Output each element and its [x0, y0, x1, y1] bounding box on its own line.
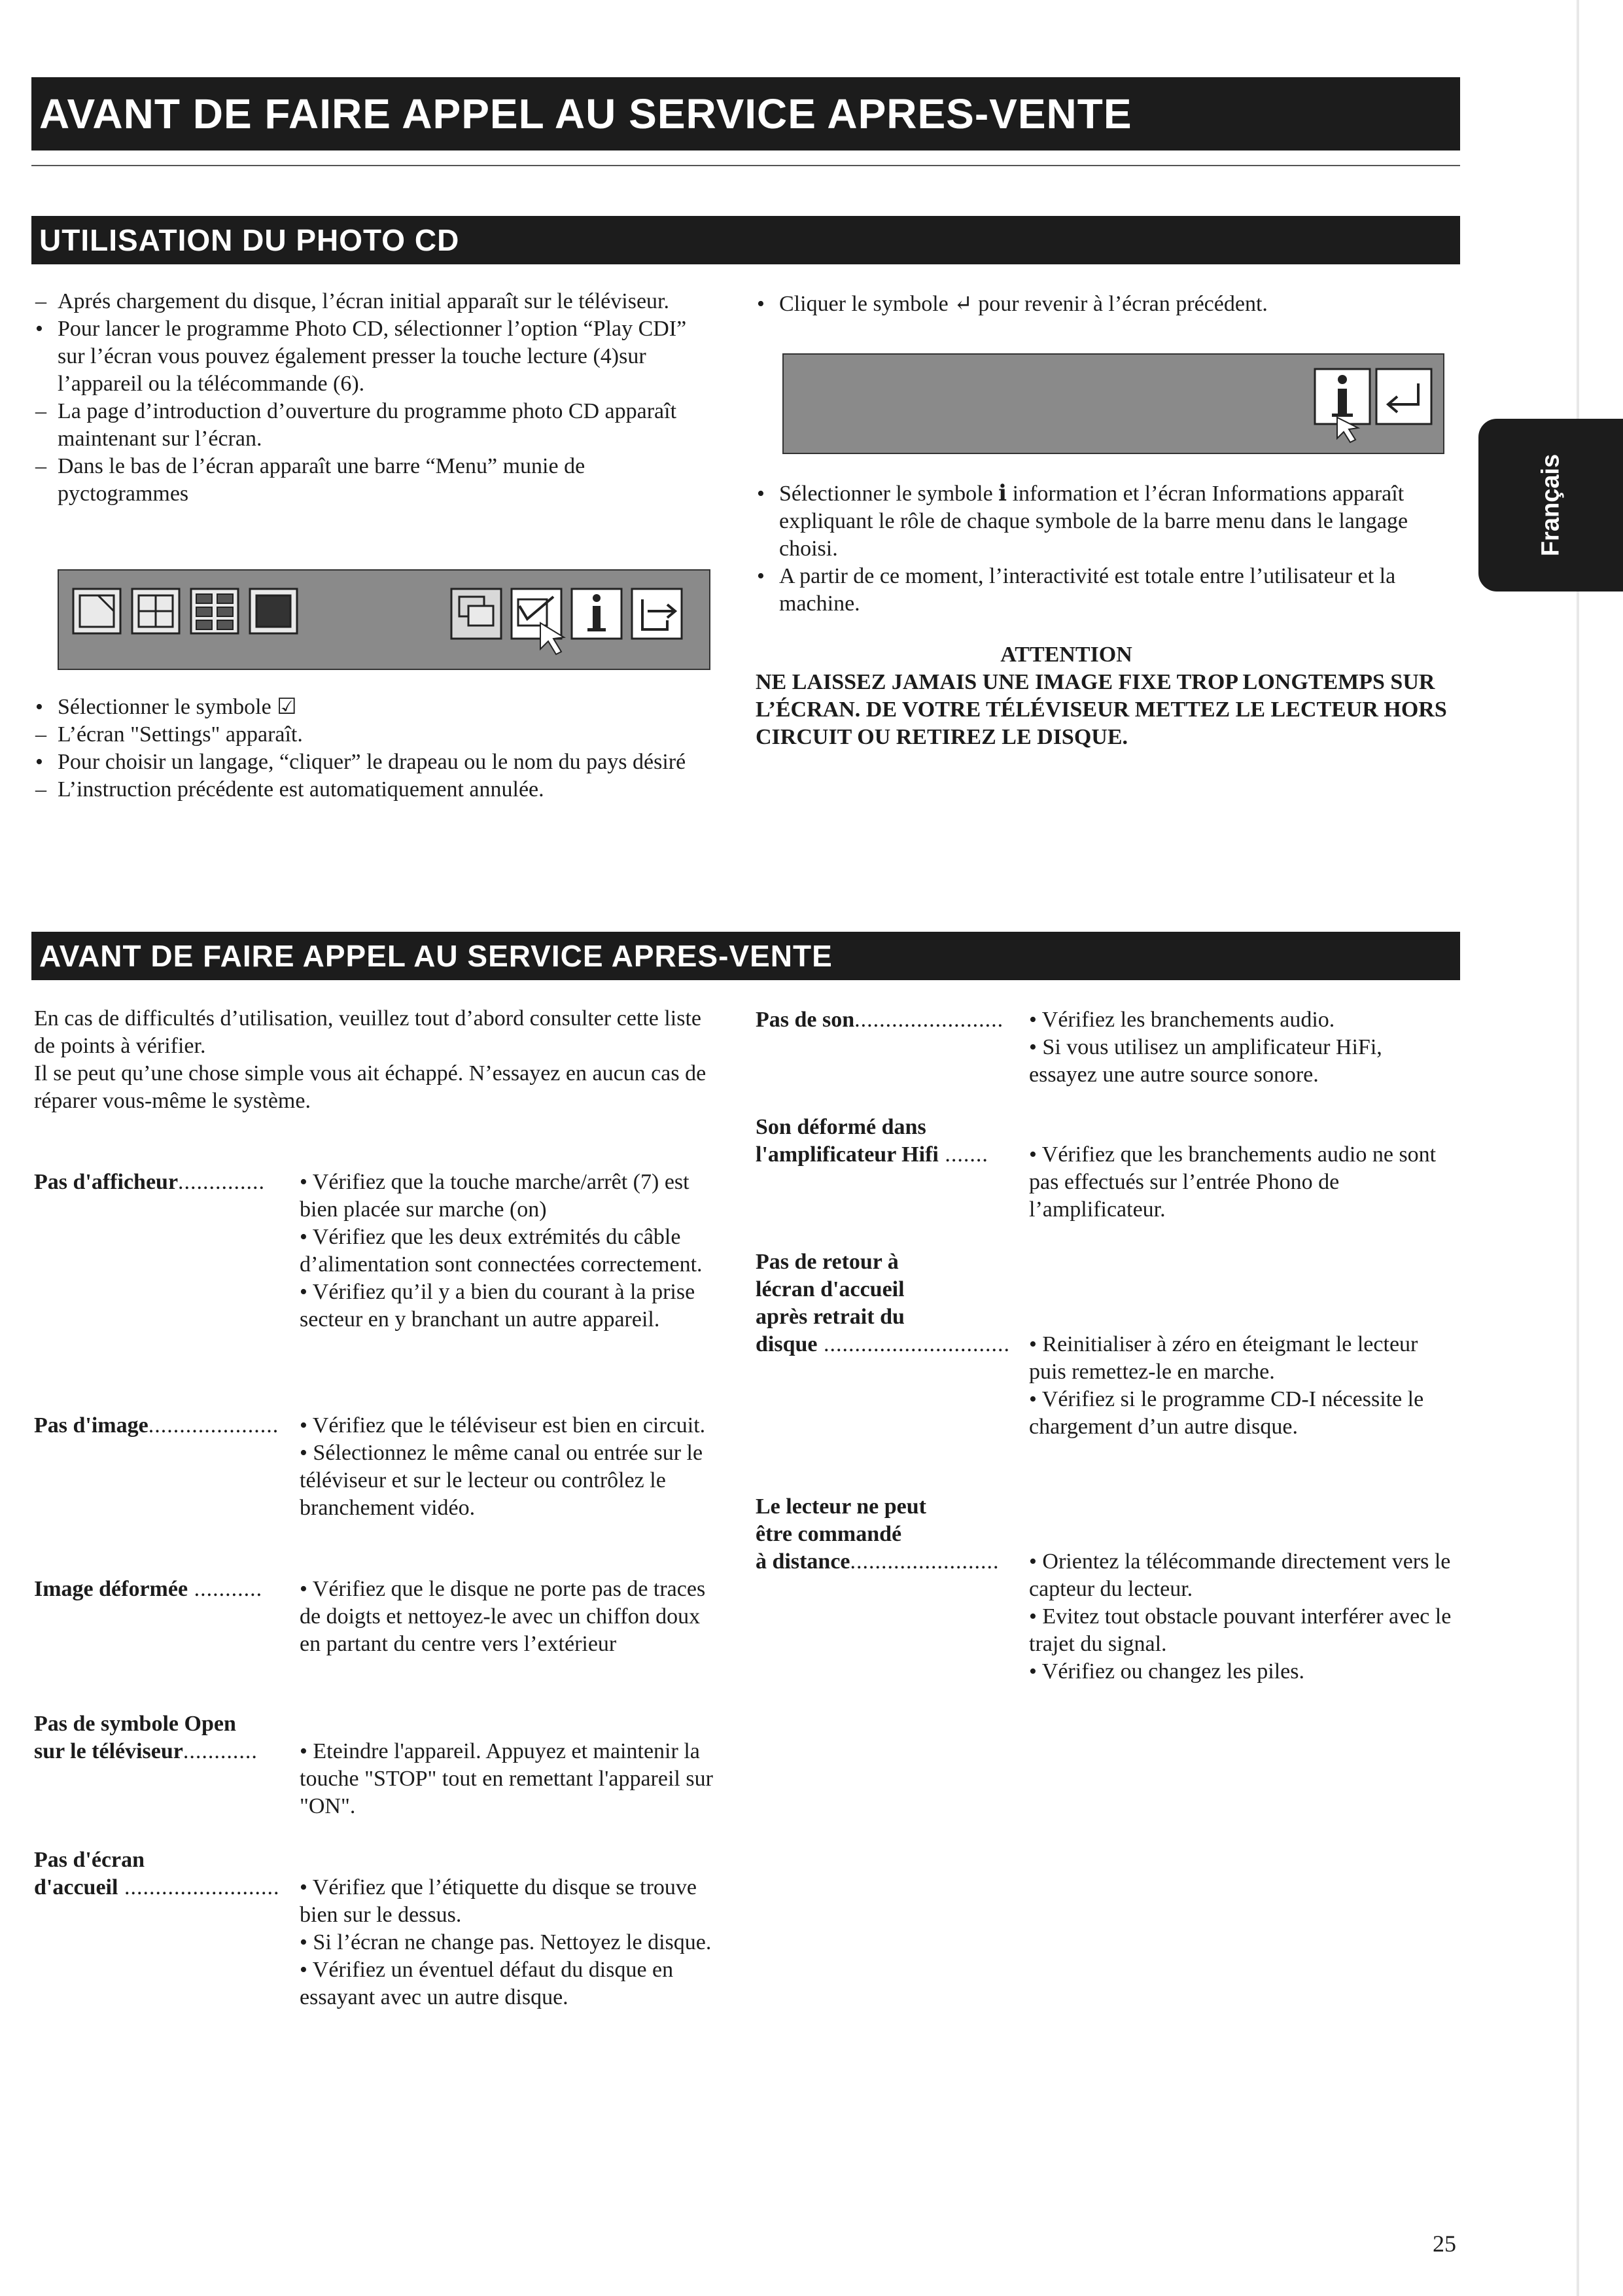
header-rule	[31, 165, 1460, 166]
attention-box	[756, 641, 1456, 751]
trouble-entry-no-display	[34, 1169, 714, 1391]
attention-text: NE LAISSEZ JAMAIS UNE IMAGE FIXE TROP LONGTEMPS SUR L’ÉCRAN. DE VOTRE TÉLÉVISEUR METTEZ LE LECTEUR HORS CIRCUIT OU RETIREZ LE DISQUE.	[756, 670, 1447, 749]
list-item: – Dans le bas de l’écran apparaît une barre “Menu” munie de pyctogrammes	[35, 454, 585, 506]
trouble-entry-remote-control	[756, 1493, 1462, 1716]
list-item: • Cliquer le symbole ↵ pour revenir à l’écran précédent.	[757, 292, 1268, 316]
photo-cd-left-list-after	[34, 694, 708, 804]
trouble-label: Pas de retour à lécran d'accueil après retrait du disque ..............................	[756, 1250, 1010, 1356]
trouble-remedy: • Orientez la télécommande directement vers le capteur du lecteur. • Evitez tout obstacle pouvant interférer avec le trajet du signal. • Vérifiez ou changez les piles.	[1029, 1549, 1452, 1684]
trouble-label: Image déformée ...........	[34, 1577, 263, 1601]
page-header-title: AVANT DE FAIRE APPEL AU SERVICE APRES-VENTE	[31, 77, 1460, 150]
settings-check-icon	[512, 589, 564, 654]
menu-bar-icons	[59, 571, 709, 669]
trouble-label: Pas de son........................	[756, 1008, 1004, 1032]
trouble-remedy: • Vérifiez les branchements audio. • Si vous utilisez un amplificateur HiFi, essayez une autre source sonore.	[1029, 1008, 1382, 1087]
trouble-remedy: • Eteindre l'appareil. Appuyez et maintenir la touche "STOP" tout en remettant l'appareil sur "ON".	[300, 1739, 713, 1818]
trouble-entry-no-return-home	[756, 1248, 1462, 1471]
trouble-remedy: • Vérifiez que la touche marche/arrêt (7) est bien placée sur marche (on) • Vérifiez que les deux extrémités du câble d’alimentation sont connectées correctement. • Vérifiez qu’il y a bien du courant à la prise secteur en y branchant un autre appareil.	[300, 1170, 703, 1332]
trouble-entry-no-home-screen	[34, 1846, 714, 2069]
exit-arrow-icon	[632, 589, 682, 639]
list-item: • Sélectionner le symbole ℹ information et l’écran Informations apparaît expliquant le rôle de chaque symbole de la barre menu dans le langage choisi.	[757, 482, 1408, 561]
service-section-title: AVANT DE FAIRE APPEL AU SERVICE APRES-VENTE	[31, 932, 1460, 980]
trouble-entry-deformed-image	[34, 1576, 714, 1693]
trouble-label: Le lecteur ne peut être commandé à distance........................	[756, 1494, 1000, 1574]
list-item: • Pour lancer le programme Photo CD, sélectionner l’option “Play CDI” sur l’écran vous pouvez également presser la touche lecture (4)sur l’appareil ou la télécommande (6).	[35, 317, 687, 396]
trouble-remedy: • Vérifiez que le téléviseur est bien en circuit. • Sélectionnez le même canal ou entrée sur le téléviseur et sur le lecteur ou contrôlez le branchement vidéo.	[300, 1413, 706, 1520]
list-item: – La page d’introduction d’ouverture du programme photo CD apparaît maintenant sur l’écran.	[35, 399, 677, 451]
photo-cd-right-list	[756, 480, 1462, 618]
photo-cd-menu-bar	[58, 569, 710, 670]
language-tab	[1478, 419, 1623, 592]
trouble-remedy: • Vérifiez que le disque ne porte pas de traces de doigts et nettoyez-le avec un chiffon doux en partant du centre vers l’extérieur	[300, 1577, 706, 1656]
service-intro	[34, 1005, 714, 1115]
intro-paragraph: Il se peut qu’une chose simple vous ait échappé. N’essayez en aucun cas de réparer vous-même le système.	[34, 1061, 707, 1113]
info-icon	[1315, 369, 1370, 442]
layout-full-icon	[256, 595, 290, 627]
gallery-icon	[451, 589, 501, 639]
info-icon	[572, 589, 621, 639]
trouble-label: Pas d'afficheur..............	[34, 1170, 266, 1194]
photo-cd-right-top	[756, 291, 1462, 318]
page-edge	[1577, 0, 1579, 2296]
attention-title: ATTENTION	[1000, 643, 1132, 667]
trouble-remedy: • Reinitialiser à zéro en éteigmant le lecteur puis remettez-le en marche. • Vérifiez si le programme CD-I nécessite le chargement d’un autre disque.	[1029, 1332, 1424, 1439]
list-item: • A partir de ce moment, l’interactivité est totale entre l’utilisateur et la machine.	[757, 564, 1396, 616]
trouble-label: Pas de symbole Open sur le téléviseur............	[34, 1712, 258, 1763]
trouble-entry-no-image	[34, 1412, 714, 1556]
trouble-remedy: • Vérifiez que les branchements audio ne sont pas effectués sur l’entrée Phono de l’amplificateur.	[1029, 1142, 1437, 1222]
trouble-entry-no-sound	[756, 1006, 1462, 1091]
list-item: – L’écran "Settings" apparaît.	[35, 722, 303, 747]
list-item: • Sélectionner le symbole ☑	[35, 695, 297, 719]
intro-paragraph: En cas de difficultés d’utilisation, veuillez tout d’abord consulter cette liste de points à vérifier.	[34, 1006, 702, 1058]
trouble-entry-no-open-symbol	[34, 1710, 714, 1828]
info-bar-icons	[784, 355, 1443, 453]
photo-cd-section-title: UTILISATION DU PHOTO CD	[31, 216, 1460, 264]
page-number: 25	[1433, 2231, 1456, 2257]
trouble-entry-deformed-sound	[756, 1114, 1462, 1225]
return-arrow-icon	[1376, 369, 1431, 424]
list-item: • Pour choisir un langage, “cliquer” le drapeau ou le nom du pays désiré	[35, 750, 686, 774]
list-item: – L’instruction précédente est automatiquement annulée.	[35, 777, 544, 802]
trouble-label: Pas d'écran d'accueil .........................	[34, 1848, 280, 1899]
photo-cd-info-bar	[782, 353, 1444, 454]
trouble-label: Son déformé dans l'amplificateur Hifi .......	[756, 1115, 988, 1167]
trouble-label: Pas d'image.....................	[34, 1413, 279, 1438]
list-item: – Aprés chargement du disque, l’écran initial apparaît sur le téléviseur.	[35, 289, 669, 313]
trouble-remedy: • Vérifiez que l’étiquette du disque se trouve bien sur le dessus. • Si l’écran ne change pas. Nettoyez le disque. • Vérifiez un éventuel défaut du disque en essayant avec un autre disque.	[300, 1875, 712, 2009]
language-tab-label: Français	[1537, 453, 1564, 557]
photo-cd-left-list	[34, 288, 708, 508]
